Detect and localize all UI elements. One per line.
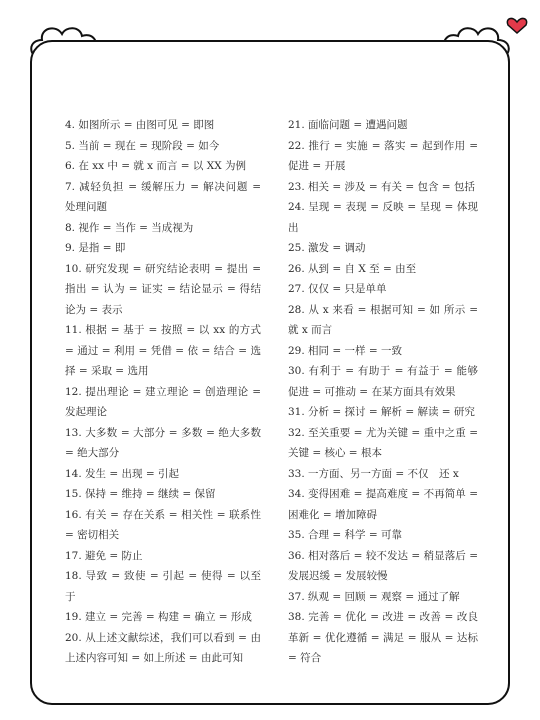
list-item: 35. 合理 = 科学 = 可靠 — [288, 529, 402, 541]
list-item: 15. 保持 = 维持 = 继续 = 保留 — [65, 488, 216, 500]
list-item: 33. 一方面、另一方面 = 不仅 还 x — [288, 467, 459, 480]
list-item: 25. 激发 = 调动 — [288, 242, 366, 254]
heart-icon — [507, 18, 526, 33]
list-item: 27. 仅仅 = 只是单单 — [288, 283, 387, 295]
list-item: 17. 避免 = 防止 — [65, 549, 143, 562]
list-item: 6. 在 xx 中 = 就 x 而言 = 以 XX 为例 — [65, 160, 247, 172]
list-item: 12. 提出理论 = 建立理论 = 创造理论 = 发起理论 — [65, 385, 261, 418]
list-item: 20. 从上述文献综述，我们可以看到 = 由上述内容可知 = 如上所述 = 由此可知 — [65, 631, 261, 664]
list-item: 16. 有关 = 存在关系 = 相关性 = 联系性 = 密切相关 — [65, 508, 261, 541]
list-item: 10. 研究发现 = 研究结论表明 = 提出 = 指出 = 认为 = 证实 = 结论显示 = 得结论为 = 表示 — [65, 262, 261, 316]
list-item: 8. 视作 = 当作 = 当成视为 — [65, 221, 194, 234]
list-item: 13. 大多数 = 大部分 = 多数 = 绝大多数 = 绝大部分 — [65, 426, 261, 459]
list-item: 28. 从 x 来看 = 根据可知 = 如 所示 = 就 x 而言 — [288, 303, 478, 336]
list-item: 11. 根据 = 基于 = 按照 = 以 xx 的方式 = 通过 = 利用 = 凭借 = 依 = 结合 = 选择 = 采取 = 选用 — [65, 324, 261, 377]
right-column — [288, 115, 478, 669]
list-item: 38. 完善 = 优化 = 改进 = 改善 = 改良 革新 = 优化遵循 = 满足 = 服从 = 达标 = 符合 — [288, 611, 478, 664]
list-item: 14. 发生 = 出现 = 引起 — [65, 467, 179, 480]
list-item: 21. 面临问题 = 遭遇问题 — [288, 119, 408, 131]
list-item: 36. 相对落后 = 较不发达 = 稍显落后 = 发展迟缓 = 发展较慢 — [288, 549, 478, 582]
list-item: 9. 是指 = 即 — [65, 242, 126, 254]
left-column — [65, 115, 261, 669]
list-item: 23. 相关 = 涉及 = 有关 = 包含 = 包括 — [288, 180, 475, 193]
list-item: 32. 至关重要 = 尤为关键 = 重中之重 = 关键 = 核心 = 根本 — [288, 426, 478, 459]
list-item: 26. 从到 = 自 X 至 = 由至 — [288, 262, 417, 275]
list-item: 5. 当前 = 现在 = 现阶段 = 如今 — [65, 139, 220, 152]
list-item: 18. 导致 = 致使 = 引起 = 使得 = 以至于 — [65, 570, 261, 603]
list-item: 29. 相同 = 一样 = 一致 — [288, 344, 402, 357]
list-item: 4. 如图所示 = 由图可见 = 即图 — [65, 119, 215, 131]
list-item: 31. 分析 = 探讨 = 解析 = 解读 = 研究 — [288, 406, 475, 418]
list-item: 24. 呈现 = 表现 = 反映 = 呈现 = 体现出 — [288, 201, 478, 234]
list-item: 7. 减轻负担 = 缓解压力 = 解决问题 = 处理问题 — [65, 180, 261, 213]
list-item: 34. 变得困难 = 提高难度 = 不再简单 = 困难化 = 增加障碍 — [288, 488, 478, 521]
list-item: 22. 推行 = 实施 = 落实 = 起到作用 = 促进 = 开展 — [288, 139, 478, 172]
list-item: 19. 建立 = 完善 = 构建 = 确立 = 形成 — [65, 611, 252, 623]
list-item: 30. 有利于 = 有助于 = 有益于 = 能够促进 = 可推动 = 在某方面具有效果 — [288, 365, 478, 398]
list-item: 37. 纵观 = 回顾 = 观察 = 通过了解 — [288, 590, 460, 603]
